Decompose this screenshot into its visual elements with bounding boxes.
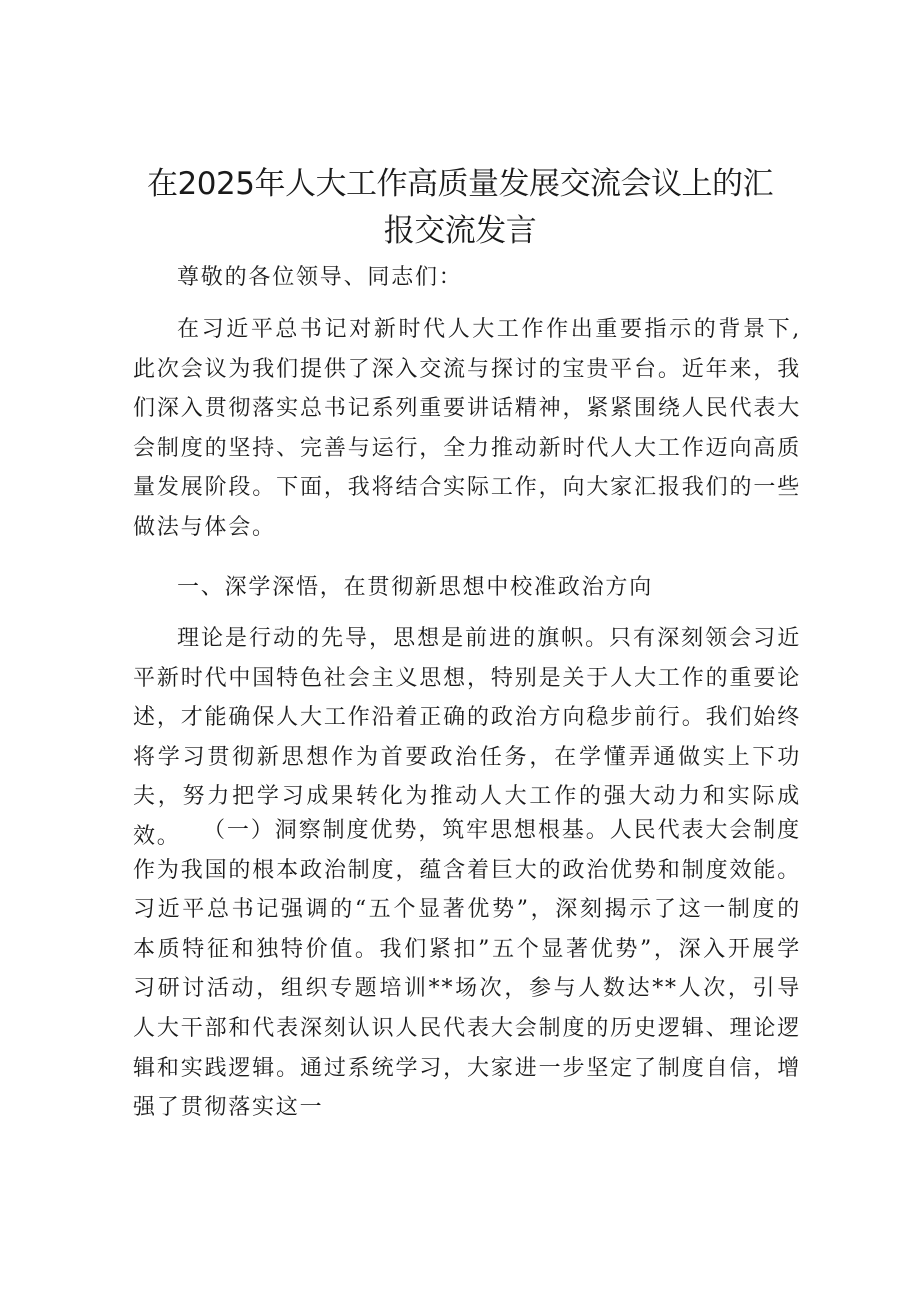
theory-paragraph: 理论是行动的先导，思想是前进的旗帜。只有深刻领会习近平新时代中国特色社会主义思想，特别是关于人大工作的重要论述，才能确保人大工作沿着正确的政治方向稳步前行。我们始终将学习贯彻新思想作为首要政治任务，在学懂弄通做实上下功夫，努力把学习成果转化为推动人大工作的强大动力和实际成效。 [133, 626, 801, 849]
document-title-line-2: 报交流发言 [383, 213, 537, 249]
section-heading-1: 一、深学深悟，在贯彻新思想中校准政治方向 [177, 575, 654, 600]
intro-paragraph: 在习近平总书记对新时代人大工作作出重要指示的背景下,此次会议为我们提供了深入交流与探讨的宝贵平台。近年来，我们深入贯彻落实总书记系列重要讲话精神，紧紧围绕人民代表大会制度的坚持、完善与运行，全力推动新时代人大工作迈向高质量发展阶段。下面，我将结合实际工作，向大家汇报我们的一些做法与体会。 [133, 317, 801, 540]
subsection-1-paragraph: （一）洞察制度优势，筑牢思想根基。人民代表大会制度作为我国的根本政治制度，蕴含着巨大的政治优势和制度效能。习近平总书记强调的“五个显著优势”，深刻揭示了这一制度的本质特征和独特价值。我们紧扣”五个显著优势”，深入开展学习研讨活动，组织专题培训**场次，参与人数达**人次，引导人大干部和代表深刻认识人民代表大会制度的历史逻辑、理论逻辑和实践逻辑。通过系统学习，大家进一步坚定了制度自信，增强了贯彻落实这一 [133, 818, 801, 1121]
salutation: 尊敬的各位领导、同志们： [177, 265, 463, 290]
document-title-line-1: 在2025年人大工作高质量发展交流会议上的汇 [147, 166, 773, 202]
